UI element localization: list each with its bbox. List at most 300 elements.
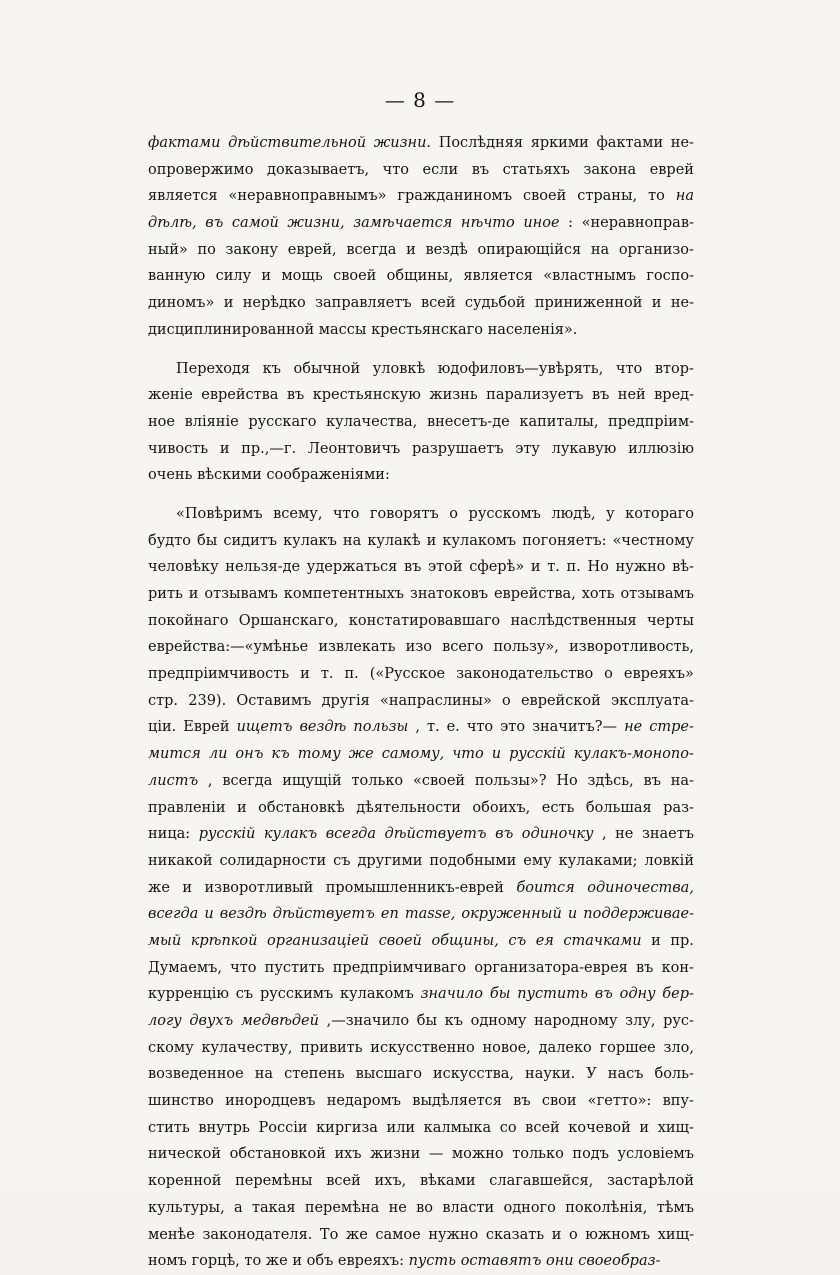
word: о [449, 505, 459, 522]
word: сидитъ [223, 532, 278, 549]
text-line [148, 1222, 694, 1249]
word: номъ [148, 1253, 192, 1270]
word: «напраслины» [379, 692, 492, 709]
word: другими [357, 852, 423, 869]
word: госпо- [646, 268, 694, 285]
text-line [148, 1141, 694, 1168]
text-line [148, 1035, 694, 1062]
word: и [188, 586, 199, 602]
word: «неравноправ- [581, 215, 694, 232]
word: ея [535, 932, 554, 949]
word: хоть [581, 586, 615, 602]
word: всей [420, 295, 456, 312]
word: и [406, 241, 416, 258]
word: обычной [293, 360, 361, 377]
word: Но [556, 772, 578, 789]
word: покойнаго [148, 612, 229, 629]
word: никакой [148, 852, 213, 869]
word: общины, [431, 932, 499, 949]
word: эксплуата- [611, 692, 694, 709]
word: подъ [572, 1146, 609, 1163]
word: диномъ» [148, 295, 215, 312]
word: кон- [661, 959, 694, 976]
word: крестьянскую [312, 387, 421, 404]
page-number: — 8 — [384, 88, 456, 112]
word: и [223, 295, 234, 312]
word: и [491, 746, 502, 763]
word: нужно [428, 1226, 479, 1243]
word: значило [420, 986, 484, 1003]
word: всегда [148, 906, 199, 923]
text-line [148, 795, 694, 822]
text-line [148, 290, 694, 317]
word: не- [670, 135, 694, 151]
word: впу- [662, 1093, 694, 1110]
word: своей [523, 188, 567, 205]
text-line [148, 554, 694, 581]
word: въ [643, 772, 661, 789]
word: удержаться [306, 559, 398, 576]
word: во [416, 1199, 434, 1216]
word: ница: [148, 826, 191, 843]
word: медвѣдей [240, 1013, 319, 1029]
word: и [426, 532, 437, 549]
word: еврейства:—«умѣнье [148, 639, 309, 656]
text-line [148, 1008, 694, 1035]
word: ищетъ [236, 719, 293, 736]
word: русскій [198, 826, 256, 843]
word: знатоковъ [409, 586, 489, 602]
text-line [148, 436, 694, 463]
word: что [332, 505, 360, 522]
word: массы [318, 321, 372, 338]
word: пр.,—г. [241, 440, 297, 457]
word: рус- [663, 1013, 694, 1029]
word: п. [566, 559, 581, 576]
word: Леонтовичъ [307, 440, 401, 457]
word: у [606, 505, 615, 522]
word: компетентныхъ [283, 586, 404, 602]
text-line [148, 1248, 694, 1275]
text-line [148, 263, 694, 290]
word: хищ- [657, 1226, 694, 1243]
text-line [148, 356, 694, 383]
word: ихъ, [374, 1173, 407, 1190]
word: сферѣ» [469, 559, 525, 576]
word: людѣ, [551, 505, 596, 522]
word: нѣчто [460, 215, 515, 232]
word: иллюзію [628, 440, 694, 457]
word: что [466, 719, 494, 736]
word: ванную [148, 268, 206, 285]
word: и [530, 559, 541, 576]
word: женіе [148, 387, 193, 404]
word: изворотливый [204, 879, 314, 896]
word: евреяхъ» [623, 666, 694, 683]
word: другія [321, 692, 370, 709]
word: «своей [412, 772, 466, 789]
text-line [148, 130, 694, 157]
word: заправляетъ [315, 295, 412, 312]
word: («Русское [369, 666, 446, 683]
word: опровержимо [148, 161, 254, 178]
word: статьяхъ [502, 161, 570, 178]
word: самое [375, 1226, 421, 1243]
word: бы [416, 1013, 438, 1029]
word: То [319, 1226, 339, 1243]
word: черты [646, 612, 694, 629]
word: правленіи [148, 799, 226, 816]
word: евреяхъ: [337, 1253, 409, 1270]
text-line [148, 714, 694, 741]
word: Россіи [258, 1119, 308, 1136]
word: власти [442, 1199, 495, 1216]
word: коренной [148, 1173, 222, 1190]
word: фактами [596, 135, 664, 151]
word: дисциплинированной [148, 321, 319, 338]
word: къ [262, 360, 281, 377]
word: закону [225, 241, 279, 258]
word: ихъ [334, 1146, 362, 1163]
word: погоняетъ: [522, 532, 607, 549]
word: ціи. [148, 719, 177, 736]
body-text [148, 130, 694, 1275]
word: отзывамъ [204, 586, 278, 602]
text-line [148, 848, 694, 875]
word: жизнь [429, 387, 478, 404]
text-line [148, 382, 694, 409]
word: бы [197, 532, 218, 549]
word: своеобраз- [578, 1253, 661, 1270]
word: бер- [662, 986, 694, 1003]
word: предпріимчивость [148, 666, 290, 683]
word: законодателя. [202, 1226, 313, 1243]
word: ему [523, 852, 552, 869]
word: наслѣдственныя [510, 612, 637, 629]
word: скому [148, 1039, 194, 1056]
word: Но [587, 559, 609, 576]
word: съ [235, 986, 254, 1003]
word: пользы [353, 719, 409, 736]
word: мощь [281, 268, 323, 285]
word: организо- [618, 241, 694, 258]
word: въ [286, 387, 305, 404]
text-line [148, 981, 694, 1008]
word: новое, [482, 1039, 531, 1056]
word: поддерживае- [583, 906, 694, 923]
word: условіемъ [617, 1146, 694, 1163]
word: всему, [273, 505, 323, 522]
word: и [567, 906, 578, 923]
word: вліяніе [184, 413, 239, 430]
word: злу, [625, 1013, 656, 1029]
word: одного [503, 1199, 556, 1216]
word: ловкій [644, 852, 694, 869]
text-line [148, 688, 694, 715]
word: кулаками; [558, 852, 638, 869]
word: окруженный [461, 906, 562, 923]
word: Переходя [176, 360, 251, 377]
word: т. [547, 559, 560, 576]
word: приниженной [534, 295, 643, 312]
text-line [148, 237, 694, 264]
word: искусственно [370, 1039, 475, 1056]
word: организаціей [267, 932, 370, 949]
word: «властнымъ [543, 268, 636, 285]
word: вездѣ [299, 719, 347, 736]
word: капиталы, [519, 413, 599, 430]
word: возведенное [148, 1066, 244, 1083]
word: всего [442, 639, 484, 656]
word: русскимъ [259, 986, 334, 1003]
text-line [148, 317, 694, 344]
word: т. [320, 666, 334, 683]
word: и [651, 295, 662, 312]
word: по [197, 241, 216, 258]
text-line [148, 1061, 694, 1088]
word: одиночества, [587, 879, 694, 896]
word: ищущій [282, 772, 342, 789]
word: же [265, 1253, 293, 1270]
word: не- [670, 295, 694, 312]
word: будто [148, 532, 191, 549]
text-line [148, 157, 694, 184]
text-line [148, 1088, 694, 1115]
word: выдѣляется [412, 1093, 502, 1110]
word: о [604, 666, 613, 683]
word: одиночку [521, 826, 594, 843]
word: обоихъ, [472, 799, 531, 816]
word: констатировавшаго [348, 612, 501, 629]
word: дѣйствуетъ [272, 906, 375, 923]
word: на [254, 1066, 274, 1083]
word: въ [495, 826, 514, 843]
word: кулакъ [263, 826, 318, 843]
word: здѣсь, [587, 772, 634, 789]
word: что [615, 360, 643, 377]
word: «честному [612, 532, 694, 549]
word: раз- [663, 799, 694, 816]
word: шинство [148, 1093, 214, 1110]
word: въ [471, 161, 490, 178]
word: народному [534, 1013, 618, 1029]
word: ли [208, 746, 228, 763]
word: всегда [325, 826, 376, 843]
word: Оршанскаго, [238, 612, 339, 629]
word: еврей, [287, 241, 337, 258]
word: е. [446, 719, 460, 736]
word: съ [508, 932, 527, 949]
word: не [615, 826, 634, 843]
word: знаетъ [641, 826, 694, 843]
word: дѣятельности [356, 799, 461, 816]
word: кулакомъ [442, 532, 517, 549]
word: этой [428, 559, 463, 576]
word: кулакъ [283, 532, 337, 549]
word: соображеніями: [266, 467, 390, 484]
word: русскомъ [468, 505, 541, 522]
word: промышленникъ-еврей [325, 879, 504, 896]
word: калмыка [423, 1119, 492, 1136]
word: бы [489, 986, 511, 1003]
word: зло, [663, 1039, 694, 1056]
word: вездѣ [219, 906, 267, 923]
word: двухъ [189, 1013, 234, 1029]
word: втор- [654, 360, 694, 377]
word: дѣйствительной [228, 135, 367, 151]
word: судьбой [464, 295, 526, 312]
word: въ [635, 959, 654, 976]
word: иное [523, 215, 560, 232]
word: инородцевъ [225, 1093, 316, 1110]
word: замѣчается [353, 215, 453, 232]
word: свои [541, 1093, 577, 1110]
word: науки. [525, 1066, 576, 1083]
word: насъ [607, 1066, 644, 1083]
word: и [204, 906, 214, 923]
word: вред- [654, 387, 694, 404]
word: на [342, 532, 362, 549]
word: Оставимъ [236, 692, 312, 709]
word: предпріимчиваго [332, 959, 467, 976]
word: , [207, 772, 213, 789]
word: логу [148, 1013, 182, 1029]
word: своей [333, 268, 377, 285]
word: недаромъ [326, 1093, 402, 1110]
word: вѣскими [197, 467, 267, 484]
word: что [230, 959, 257, 976]
word: обстановкой [229, 1146, 326, 1163]
word: masse, [404, 906, 456, 923]
word: «Повѣримъ [176, 505, 263, 522]
word: большая [585, 799, 652, 816]
word: «гетто»: [587, 1093, 652, 1110]
word: является [148, 188, 218, 205]
word: всегда [346, 241, 397, 258]
word: на [675, 188, 694, 205]
word: отзывамъ [620, 586, 694, 602]
text-line [148, 955, 694, 982]
word: хищ- [657, 1119, 694, 1136]
word: пустить [264, 959, 325, 976]
word: кулачества, [326, 413, 418, 430]
text-line [148, 661, 694, 688]
word: нужно [615, 559, 666, 576]
word: кулакомъ [340, 986, 414, 1003]
word: менѣе [148, 1226, 195, 1243]
word: страны, [577, 188, 638, 205]
word: и [300, 666, 310, 683]
word: къ [444, 1013, 463, 1029]
word: населенія». [487, 321, 578, 338]
word: это [500, 719, 526, 736]
word: самой [231, 215, 279, 232]
word: всей [525, 1119, 560, 1136]
word: нельзя-де [225, 559, 301, 576]
word: тому [297, 746, 341, 763]
text-line [148, 1115, 694, 1142]
word: стачками [563, 932, 642, 949]
word: тѣмъ [656, 1199, 694, 1216]
word: слагавшейся, [489, 1173, 594, 1190]
word: что [382, 161, 409, 178]
word: en [380, 906, 399, 923]
text-line [148, 528, 694, 555]
text-line [148, 1195, 694, 1222]
word: сказать [485, 1226, 545, 1243]
paragraph [148, 356, 694, 489]
word: п. [344, 666, 359, 683]
word: и [651, 932, 661, 949]
text-line [148, 875, 694, 902]
word: всей [326, 1173, 361, 1190]
word: еврейства [201, 387, 279, 404]
word: же [148, 879, 170, 896]
word: и [261, 268, 272, 285]
word: ,—значило [326, 1013, 410, 1029]
word: со [499, 1119, 517, 1136]
word: же [348, 746, 374, 763]
word: дѣлѣ, [148, 215, 197, 232]
word: одному [470, 1013, 527, 1029]
word: далеко [538, 1039, 592, 1056]
word: то [244, 1253, 266, 1270]
word: юдофиловъ—увѣрять, [437, 360, 604, 377]
word: русскій [509, 746, 566, 763]
word: внесетъ-де [426, 413, 510, 430]
word: курренцію [148, 986, 229, 1003]
word: они [546, 1253, 579, 1270]
word: а [234, 1199, 243, 1216]
word: русскаго [248, 413, 317, 430]
word: эту [515, 440, 540, 457]
word: лукавую [551, 440, 617, 457]
word: пусть [408, 1253, 461, 1270]
word: «неравноправнымъ» [228, 188, 387, 205]
word: ней [617, 387, 646, 404]
word: рить [148, 586, 183, 602]
word: не [624, 719, 643, 736]
word: пустить [517, 986, 588, 1003]
word: нической [148, 1146, 222, 1163]
word: предпріим- [608, 413, 694, 430]
word: У [586, 1066, 597, 1083]
word: еврейской [520, 692, 601, 709]
text-line [148, 768, 694, 795]
word: въ [403, 559, 422, 576]
word: мый [148, 932, 182, 949]
word: 239). [188, 692, 227, 709]
word: въ [205, 215, 224, 232]
word: , [601, 826, 607, 843]
word: онъ [235, 746, 264, 763]
text-line [148, 501, 694, 528]
word: обстановкѣ [258, 799, 345, 816]
word: такая [251, 1199, 296, 1216]
word: одну [619, 986, 656, 1003]
word: опирающійся [477, 241, 582, 258]
word: значитъ?— [532, 719, 618, 736]
word: законодательство [456, 666, 594, 683]
word: своей [378, 932, 422, 949]
word: изворотливость, [569, 639, 694, 656]
text-line [148, 462, 694, 489]
word: уловкѣ [372, 360, 426, 377]
word: — [428, 1146, 444, 1163]
text-line [148, 409, 694, 436]
word: перемѣна [304, 1199, 380, 1216]
word: является [463, 268, 533, 285]
